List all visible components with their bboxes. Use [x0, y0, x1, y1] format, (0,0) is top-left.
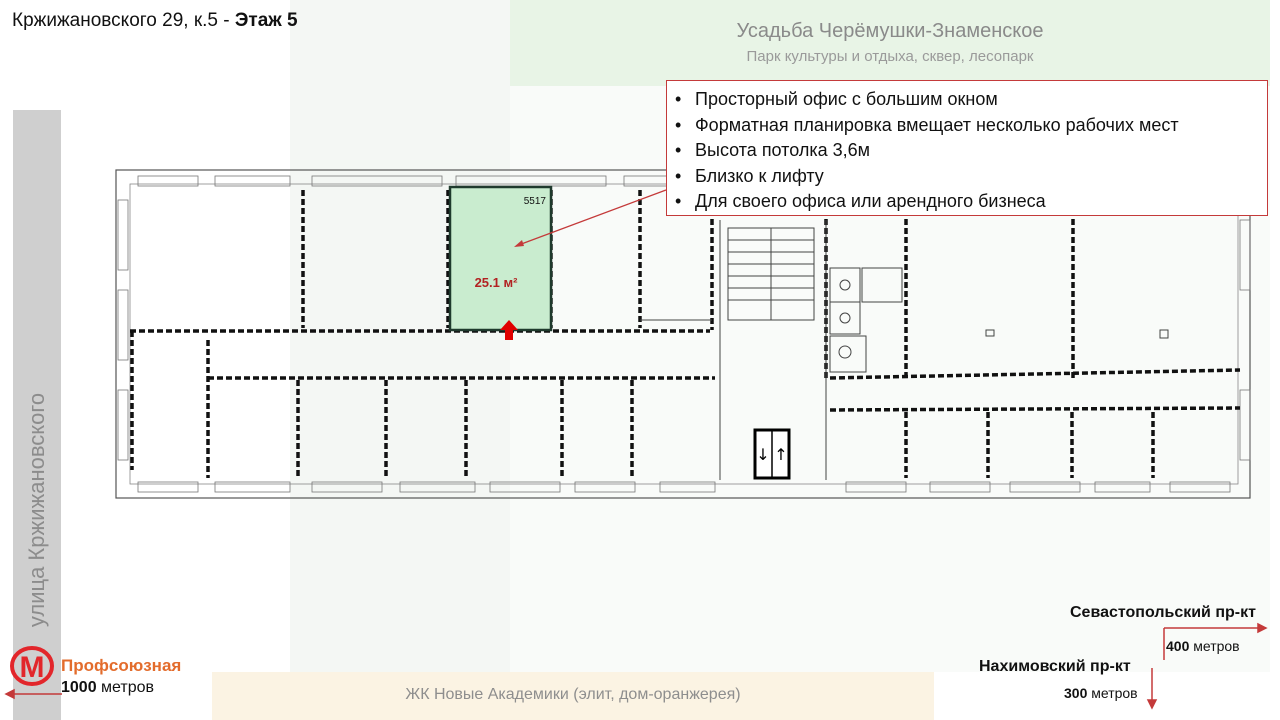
room-area: 25.1 м² [474, 275, 518, 290]
feature-item: • Для своего офиса или арендного бизнеса [675, 191, 1046, 211]
metro-logo-icon [8, 644, 56, 688]
feature-item: • Близко к лифту [675, 165, 824, 186]
sevastopolsky-label: Севастопольский пр-кт [1070, 604, 1256, 621]
feature-item: • Высота потолка 3,6м [675, 140, 871, 160]
metro-arrow-icon [6, 690, 62, 698]
feature-item: • Просторный офис с большим окном [675, 89, 998, 109]
park-name: Усадьба Черёмушки-Знаменское [736, 20, 1044, 42]
features-callout [666, 80, 1268, 216]
street-name: улица Кржижановского [24, 392, 49, 628]
room-number: 5517 [523, 196, 546, 207]
nakhimovsky-distance: 300 метров [1064, 685, 1138, 701]
features-list [667, 81, 1267, 215]
metro-distance: 1000 метров [61, 679, 155, 696]
svg-text:↓: ↓ [756, 445, 770, 464]
residential-zone-label: ЖК Новые Академики (элит, дом-оранжерея) [405, 686, 741, 703]
svg-text:↑: ↑ [774, 445, 788, 464]
svg-text:М: М [19, 651, 45, 684]
address-text: Кржижановского 29, к.5 - [12, 10, 235, 31]
nakhimovsky-arrow-icon [1148, 668, 1156, 708]
sevastopolsky-distance: 400 метров [1166, 638, 1240, 654]
floor-text: Этаж 5 [234, 10, 298, 31]
nakhimovsky-label: Нахимовский пр-кт [979, 658, 1131, 675]
elevator-icon [755, 430, 789, 478]
feature-item: • Форматная планировка вмещает несколько рабочих мест [675, 114, 1179, 135]
metro-station-name: Профсоюзная [61, 656, 182, 675]
park-subtitle: Парк культуры и отдыха, сквер, лесопарк [746, 48, 1034, 65]
highlighted-room[interactable] [450, 187, 551, 330]
